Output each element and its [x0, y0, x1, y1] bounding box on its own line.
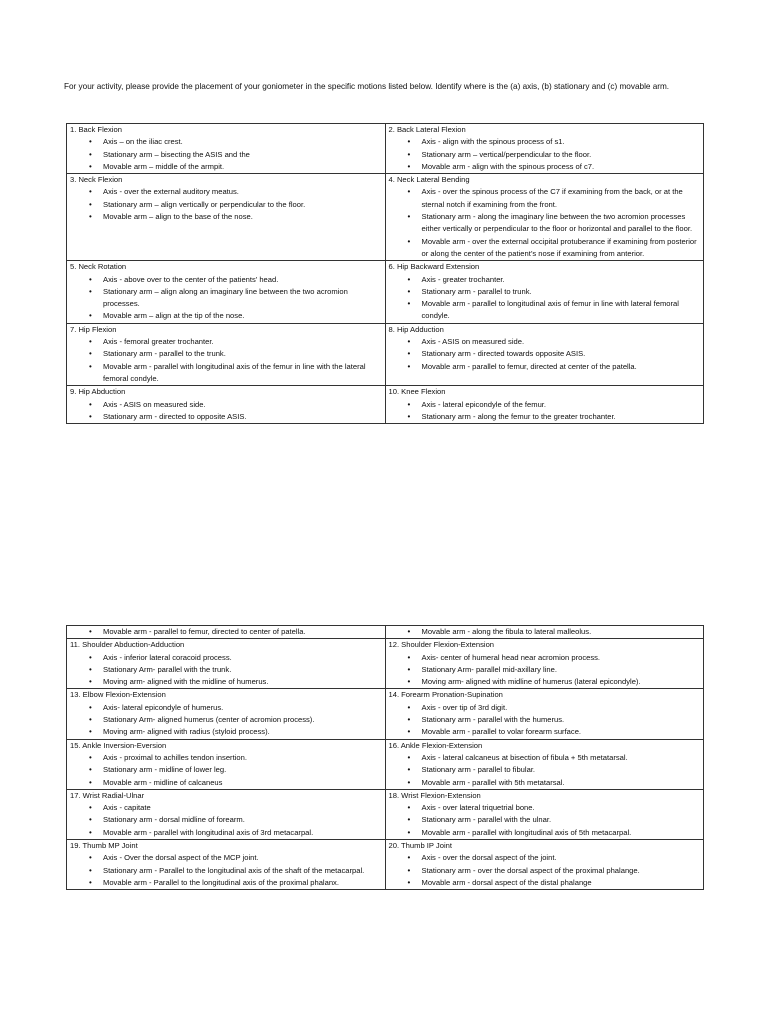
- motion-title: 13. Elbow Flexion-Extension: [70, 690, 166, 700]
- motion-title: 20. Thumb IP Joint: [388, 841, 452, 851]
- table-row: [67, 174, 704, 261]
- table-row: [67, 739, 704, 789]
- placement-item: • Moving arm- aligned with radius (styloid process).: [103, 726, 383, 738]
- placement-item: • Axis – on the iliac crest.: [103, 136, 383, 148]
- table-row: [67, 386, 704, 424]
- motion-title: 2. Back Lateral Flexion: [388, 125, 466, 134]
- placement-item: • Stationary arm – align vertically or perpendicular to the floor.: [103, 199, 383, 211]
- placement-item: • Axis - proximal to achilles tendon insertion.: [103, 752, 383, 764]
- placement-item: • Moving arm- aligned with the midline of humerus.: [103, 676, 383, 688]
- table-row: [67, 789, 704, 839]
- placement-list: [389, 136, 702, 173]
- motion-cell: [385, 386, 704, 424]
- placement-item: • Axis - femoral greater trochanter.: [103, 336, 383, 348]
- table-row: [67, 626, 704, 639]
- placement-item: • Axis - above over to the center of the patients’ head.: [103, 274, 383, 286]
- placement-list: [389, 186, 702, 260]
- motion-title: 14. Forearm Pronation-Supination: [388, 690, 503, 700]
- placement-item: • Axis- center of humeral head near acromion process.: [422, 652, 702, 664]
- placement-item: • Movable arm - parallel to longitudinal axis of femur in line with lateral femoral condyle.: [422, 298, 702, 323]
- placement-item: • Axis - ASIS on measured side.: [103, 399, 383, 411]
- placement-item: • Movable arm – align at the tip of the nose.: [103, 310, 383, 322]
- placement-item: • Axis - over the dorsal aspect of the joint.: [422, 852, 702, 864]
- placement-list: [389, 652, 702, 689]
- placement-list: [389, 852, 702, 889]
- placement-item: • Stationary arm - parallel with the ulnar.: [422, 814, 702, 826]
- placement-item: • Axis - over the external auditory meatus.: [103, 186, 383, 198]
- motion-cell: [67, 739, 386, 789]
- motion-cell: [67, 124, 386, 174]
- placement-list: [70, 336, 383, 385]
- motion-title: 9. Hip Abduction: [70, 387, 126, 397]
- placement-list: [70, 702, 383, 739]
- motion-cell: [385, 689, 704, 739]
- placement-list: [70, 852, 383, 889]
- placement-item: • Axis - Over the dorsal aspect of the MCP joint.: [103, 852, 383, 864]
- placement-item: • Stationary arm – align along an imaginary line between the two acromion processes.: [103, 286, 383, 311]
- placement-item: • Movable arm - parallel with 5th metatarsal.: [422, 777, 702, 789]
- placement-list: [70, 652, 383, 689]
- placement-item: • Stationary arm - parallel with the humerus.: [422, 714, 702, 726]
- placement-item: • Stationary Arm- parallel with the trunk.: [103, 664, 383, 676]
- activity-instructions: For your activity, please provide the placement of your goniometer in the specific motions listed below. Identify where is the (a) axis, (b) stationary and (c) movable arm.: [64, 82, 670, 91]
- placement-list: [389, 336, 702, 373]
- motion-cell: [385, 789, 704, 839]
- placement-list: [389, 274, 702, 323]
- placement-item: • Stationary arm - directed towards opposite ASIS.: [422, 348, 702, 360]
- placement-item: • Movable arm - parallel with longitudinal axis of 3rd metacarpal.: [103, 827, 383, 839]
- placement-item: • Stationary arm - along the femur to the greater trochanter.: [422, 411, 702, 423]
- placement-list: [389, 702, 702, 739]
- motion-title: 8. Hip Adduction: [388, 324, 444, 334]
- motion-cell: [67, 639, 386, 689]
- placement-item: • Movable arm - dorsal aspect of the distal phalange: [422, 877, 702, 889]
- motion-title: 19. Thumb MP Joint: [70, 841, 138, 851]
- motion-title: 16. Ankle Flexion-Extension: [388, 740, 483, 750]
- placement-item: • Moving arm- aligned with midline of humerus (lateral epicondyle).: [422, 676, 702, 688]
- motion-title: 5. Neck Rotation: [70, 262, 127, 272]
- motion-cell: [385, 174, 704, 261]
- table-row: [67, 689, 704, 739]
- placement-list: [389, 752, 702, 789]
- placement-item: • Stationary arm - midline of lower leg.: [103, 764, 383, 776]
- placement-item: • Axis - capitate: [103, 802, 383, 814]
- placement-item: • Stationary arm - directed to opposite ASIS.: [103, 411, 383, 423]
- motion-title: 17. Wrist Radial-Ulnar: [70, 790, 145, 800]
- placement-item: • Movable arm – middle of the armpit.: [103, 161, 383, 173]
- motion-title: 10. Knee Flexion: [388, 387, 446, 397]
- placement-item: • Axis - inferior lateral coracoid process.: [103, 652, 383, 664]
- motion-cell: [385, 739, 704, 789]
- placement-list: [389, 399, 702, 424]
- placement-item: • Movable arm - parallel with longitudinal axis of 5th metacarpal.: [422, 827, 702, 839]
- placement-item: • Movable arm - along the fibula to lateral malleolus.: [422, 626, 702, 638]
- placement-item: • Axis - greater trochanter.: [422, 274, 702, 286]
- placement-list: [70, 752, 383, 789]
- placement-list: [389, 626, 702, 638]
- table-row: [67, 323, 704, 385]
- placement-item: • Movable arm - over the external occipital protuberance if examining from posterior or along the center of the patient’s nose if examining from anterior.: [422, 236, 702, 261]
- motion-cell: [67, 789, 386, 839]
- placement-item: • Stationary arm - over the dorsal aspect of the proximal phalange.: [422, 865, 702, 877]
- motion-title: 6. Hip Backward Extension: [388, 262, 480, 272]
- motion-title: 18. Wrist Flexion-Extension: [388, 790, 481, 800]
- table-row: [67, 124, 704, 174]
- placement-item: • Stationary Arm- parallel mid-axillary line.: [422, 664, 702, 676]
- placement-list: [70, 399, 383, 424]
- placement-item: • Movable arm - parallel to femur, directed at center of the patella.: [422, 361, 702, 373]
- motion-title: 1. Back Flexion: [70, 125, 122, 134]
- placement-list: [70, 136, 383, 173]
- table-row: [67, 639, 704, 689]
- motion-cell: [385, 639, 704, 689]
- placement-item: • Movable arm - parallel with longitudinal axis of the femur in line with the lateral femoral condyle.: [103, 361, 383, 386]
- motion-cell: [385, 261, 704, 323]
- motion-title: 12. Shoulder Flexion-Extension: [388, 640, 495, 650]
- motion-cell: [67, 174, 386, 261]
- motion-cell: [385, 840, 704, 890]
- placement-item: • Movable arm - midline of calcaneus: [103, 777, 383, 789]
- placement-item: • Stationary arm - parallel to trunk.: [422, 286, 702, 298]
- motion-cell: [385, 626, 704, 639]
- motion-cell: [67, 261, 386, 323]
- placement-item: • Axis - ASIS on measured side.: [422, 336, 702, 348]
- motion-title: 11. Shoulder Abduction-Adduction: [70, 640, 185, 650]
- placement-item: • Stationary arm - parallel to fibular.: [422, 764, 702, 776]
- placement-item: • Movable arm - parallel to volar forearm surface.: [422, 726, 702, 738]
- table-row: [67, 840, 704, 890]
- placement-list: [70, 802, 383, 839]
- placement-list: [70, 626, 383, 638]
- table-row: [67, 261, 704, 323]
- placement-item: • Stationary arm - parallel to the trunk.: [103, 348, 383, 360]
- placement-item: • Axis - align with the spinous process of s1.: [422, 136, 702, 148]
- goniometer-table-page-1: [66, 123, 704, 424]
- placement-item: • Axis - lateral epicondyle of the femur.: [422, 399, 702, 411]
- placement-item: • Movable arm - align with the spinous process of c7.: [422, 161, 702, 173]
- placement-item: • Axis - over the spinous process of the C7 if examining from the back, or at the sternal notch if examining from the front.: [422, 186, 702, 211]
- placement-item: • Stationary arm - along the imaginary line between the two acromion processes either vertically or perpendicular to the floor or horizontal and parallel to the floor.: [422, 211, 702, 236]
- placement-item: • Stationary arm – vertical/perpendicular to the floor.: [422, 149, 702, 161]
- placement-item: • Movable arm – align to the base of the nose.: [103, 211, 383, 223]
- motion-cell: [67, 386, 386, 424]
- motion-title: 7. Hip Flexion: [70, 324, 117, 334]
- placement-item: • Axis - over lateral triquetrial bone.: [422, 802, 702, 814]
- goniometer-table-page-2: [66, 625, 704, 890]
- motion-title: 4. Neck Lateral Bending: [388, 175, 470, 185]
- placement-item: • Stationary arm – bisecting the ASIS and the: [103, 149, 383, 161]
- motion-title: 3. Neck Flexion: [70, 175, 123, 185]
- motion-cell: [67, 689, 386, 739]
- placement-list: [389, 802, 702, 839]
- placement-list: [70, 186, 383, 223]
- placement-item: • Axis - over tip of 3rd digit.: [422, 702, 702, 714]
- motion-cell: [67, 323, 386, 385]
- motion-cell: [67, 840, 386, 890]
- motion-cell: [385, 124, 704, 174]
- placement-item: • Stationary arm - dorsal midline of forearm.: [103, 814, 383, 826]
- motion-cell: [385, 323, 704, 385]
- placement-list: [70, 274, 383, 323]
- motion-cell: [67, 626, 386, 639]
- placement-item: • Stationary arm - Parallel to the longitudinal axis of the shaft of the metacarpal.: [103, 865, 383, 877]
- placement-item: • Axis - lateral calcaneus at bisection of fibula + 5th metatarsal.: [422, 752, 702, 764]
- placement-item: • Stationary Arm- aligned humerus (center of acromion process).: [103, 714, 383, 726]
- placement-item: • Movable arm - Parallel to the longitudinal axis of the proximal phalanx.: [103, 877, 383, 889]
- motion-title: 15. Ankle Inversion-Eversion: [70, 740, 167, 750]
- placement-item: • Movable arm - parallel to femur, directed to center of patella.: [103, 626, 383, 638]
- placement-item: • Axis- lateral epicondyle of humerus.: [103, 702, 383, 714]
